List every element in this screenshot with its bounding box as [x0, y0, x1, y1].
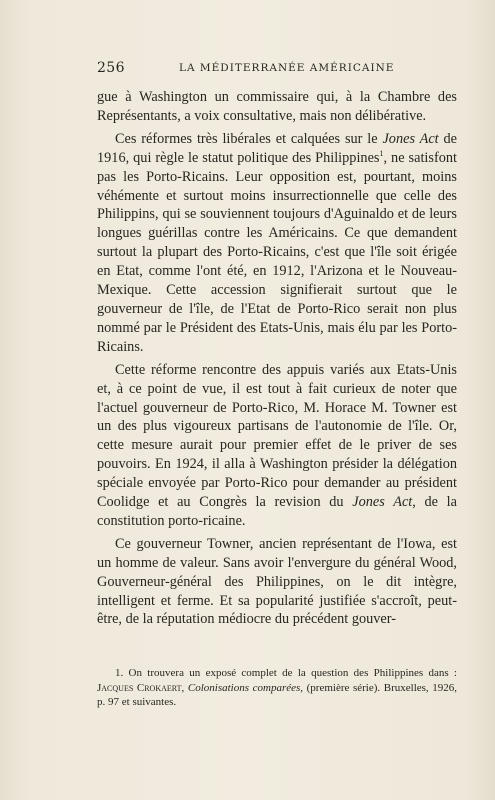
footnote-title: Colonisations comparées: [187, 681, 301, 694]
paragraph-1-text: gue à Washington un commissaire qui, à la Chambre des Représentants, a voix consultative, mais non délibérative.: [97, 89, 457, 124]
footnote-reference[interactable]: 1: [379, 148, 384, 158]
paragraph-2-text-c: , ne satisfont pas les Porto-Ricains. Leur opposition est, pourtant, moins véhémente et surtout moins insurrectionnelle que celle des Philippins, qui se souviennent toujours d'Aguinaldo et de leurs longues guérillas contre les Américains. Ce que demandent surtout la plupart des Porto-Ricains, c'est que l'île soit érigée en Etat, comme l'ont été, en 1912, l'Arizona et le Nouveau-Mexique. Cette accession signifierait surtout que le gouverneur de l'île, de l'Etat de Porto-Rico serait non plus nommé par le Président des Etats-Unis, mais élu par les Porto-Ricains.: [97, 149, 457, 355]
paragraph-3-text-a: Cette réforme rencontre des appuis variés aux Etats-Unis et, à ce point de vue, il est tout à fait curieux de noter que l'actuel gouverneur de Porto-Rico, M. Horace M. Towner est un des plus vigoureux partisans de l'autonomie de l'île. Or, cette mesure aurait pour premier effet de le priver de ses pouvoirs. En 1924, il alla à Washington présider la délégation spéciale envoyée par Porto-Rico pour demander au président Coolidge et au Congrès la revision du: [97, 361, 457, 511]
footnote-separator: ,: [181, 681, 188, 694]
running-title: LA MÉDITERRANÉE AMÉRICAINE: [179, 62, 395, 74]
footnote-1: [97, 666, 457, 710]
paragraph-2: [97, 130, 457, 357]
paragraph-2-emphasis: Jones Act: [382, 130, 439, 147]
paragraph-3-emphasis: Jones Act: [352, 494, 413, 511]
running-head: [97, 60, 457, 82]
paragraph-1: [97, 88, 457, 126]
paragraph-2-text-a: Ces réformes très libérales et calquées sur le: [115, 130, 383, 147]
body-text: [97, 88, 457, 633]
paragraph-4: [97, 535, 457, 630]
paragraph-4-text: Ce gouverneur Towner, ancien représentant de l'Iowa, est un homme de valeur. Sans avoir l'envergure du général Wood, Gouverneur-général des Philippines, on le dit intègre, intelligent et ferme. Et sa popularité justifiée s'accroît, peut-être, de la réputation médiocre du précédent gouver-: [97, 535, 457, 628]
footnote-tail: , (première série). Bruxelles, 1926, p. 97 et suivantes.: [97, 681, 458, 708]
footnote-lead: 1. On trouvera un exposé complet de la question des Philippines dans :: [115, 667, 457, 679]
paragraph-3: [97, 361, 457, 531]
page-number: 256: [97, 60, 125, 76]
paragraph-2-text-b: de 1916, qui règle le statut politique des Philippines: [97, 130, 457, 166]
footnote-author: Jacques Crokaert: [97, 681, 182, 694]
footnotes: [97, 666, 457, 710]
paragraph-3-text-b: , de la constitution porto-ricaine.: [97, 494, 457, 529]
